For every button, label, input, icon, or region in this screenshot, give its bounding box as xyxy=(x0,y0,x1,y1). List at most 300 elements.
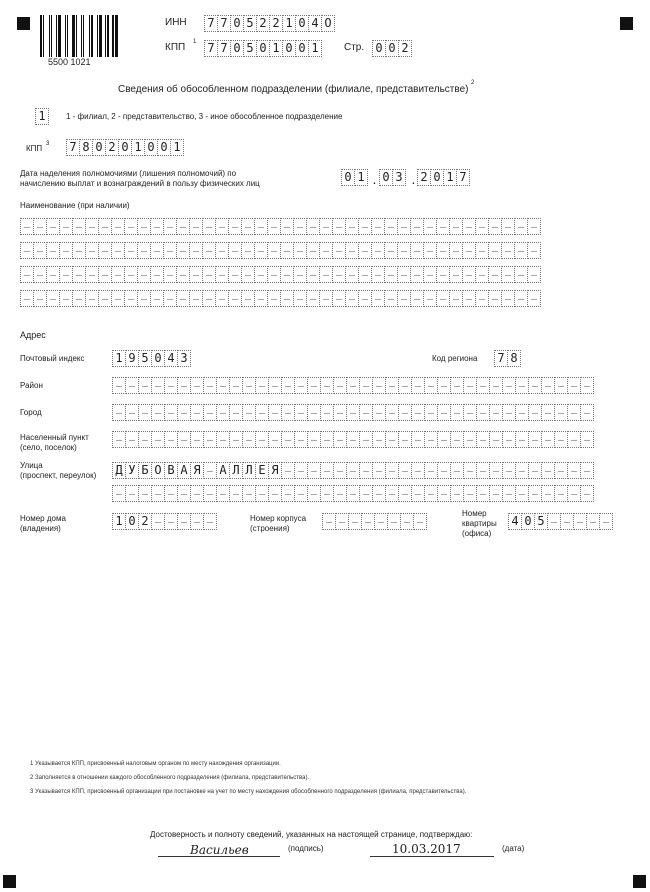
form-cell xyxy=(410,218,424,235)
form-cell xyxy=(306,218,320,235)
section-title-footnote-ref: 2 xyxy=(471,80,475,86)
form-cell: 0 xyxy=(118,139,132,156)
form-cell xyxy=(163,242,177,259)
form-cell xyxy=(281,462,295,479)
form-cell xyxy=(228,266,242,283)
confirm-text: Достоверность и полноту сведений, указанных на настоящей странице, подтверждаю: xyxy=(150,830,473,839)
sub-kpp-footnote-ref: 3 xyxy=(46,141,50,147)
form-cell xyxy=(164,513,178,530)
form-cell: 0 xyxy=(341,169,355,186)
form-cell xyxy=(463,377,477,394)
form-cell xyxy=(411,485,425,502)
form-cell xyxy=(151,485,165,502)
form-cell xyxy=(255,377,269,394)
form-cell xyxy=(449,290,463,307)
form-cell xyxy=(502,431,516,448)
form-cell xyxy=(229,377,243,394)
settlement-label-line2: (село, поселок) xyxy=(20,443,77,452)
form-cell xyxy=(437,485,451,502)
barcode-bar xyxy=(119,15,120,57)
form-cell xyxy=(580,462,594,479)
form-cell xyxy=(268,377,282,394)
form-cell xyxy=(203,404,217,421)
form-cell xyxy=(358,290,372,307)
region-label: Код региона xyxy=(432,354,478,363)
form-cell xyxy=(410,266,424,283)
form-cell xyxy=(228,218,242,235)
form-cell: 2 xyxy=(417,169,431,186)
form-cell xyxy=(164,485,178,502)
form-cell xyxy=(242,485,256,502)
barcode-bar xyxy=(110,15,111,57)
form-cell xyxy=(541,462,555,479)
form-cell xyxy=(501,266,515,283)
barcode-bar xyxy=(43,15,44,57)
form-cell xyxy=(293,266,307,283)
form-cell xyxy=(346,462,360,479)
form-cell: 2 xyxy=(398,40,412,57)
form-cell xyxy=(372,485,386,502)
form-cell: 0 xyxy=(144,139,158,156)
form-cell xyxy=(189,242,203,259)
barcode-bar xyxy=(94,15,96,57)
form-cell xyxy=(190,485,204,502)
kpp-label: КПП xyxy=(165,42,186,53)
barcode-bar xyxy=(53,15,55,57)
district-cells xyxy=(112,377,593,394)
form-cell xyxy=(476,462,490,479)
form-cell xyxy=(541,431,555,448)
form-cell xyxy=(177,404,191,421)
form-cell xyxy=(332,242,346,259)
form-cell: А xyxy=(216,462,230,479)
form-cell xyxy=(319,266,333,283)
form-cell xyxy=(216,431,230,448)
date-label: (дата) xyxy=(502,844,525,853)
kpp-footnote-ref: 1 xyxy=(193,39,197,45)
form-cell xyxy=(176,290,190,307)
form-cell xyxy=(190,431,204,448)
form-cell xyxy=(527,218,541,235)
form-cell: 0 xyxy=(125,513,139,530)
form-cell xyxy=(541,377,555,394)
barcode-bar xyxy=(65,15,66,57)
signature-value: Васильев xyxy=(190,843,249,857)
date-separator-1: . xyxy=(372,171,377,187)
form-cell: 0 xyxy=(430,169,444,186)
form-cell xyxy=(502,462,516,479)
barcode-bar xyxy=(97,15,98,57)
form-cell xyxy=(216,404,230,421)
form-cell xyxy=(580,485,594,502)
form-cell xyxy=(112,485,126,502)
form-cell xyxy=(398,431,412,448)
form-cell xyxy=(98,290,112,307)
form-cell xyxy=(450,377,464,394)
form-cell xyxy=(449,266,463,283)
form-cell xyxy=(345,242,359,259)
form-cell xyxy=(190,404,204,421)
form-cell xyxy=(573,513,587,530)
form-cell xyxy=(346,404,360,421)
form-cell xyxy=(229,431,243,448)
form-cell xyxy=(346,431,360,448)
form-cell xyxy=(112,377,126,394)
form-cell xyxy=(320,462,334,479)
city-cells xyxy=(112,404,593,421)
form-cell xyxy=(541,485,555,502)
form-cell xyxy=(163,218,177,235)
form-cell xyxy=(372,377,386,394)
form-cell xyxy=(515,404,529,421)
city-label: Город xyxy=(20,408,42,417)
form-cell xyxy=(125,377,139,394)
form-cell xyxy=(190,377,204,394)
form-cell: 1 xyxy=(269,40,283,57)
form-cell xyxy=(177,377,191,394)
form-cell xyxy=(371,290,385,307)
form-cell xyxy=(475,266,489,283)
street-cells-row-1 xyxy=(112,462,593,479)
form-cell xyxy=(20,266,34,283)
form-cell xyxy=(203,431,217,448)
form-cell: 1 xyxy=(443,169,457,186)
date-year xyxy=(417,169,469,186)
form-cell xyxy=(475,218,489,235)
form-cell xyxy=(164,404,178,421)
form-cell xyxy=(138,404,152,421)
form-cell xyxy=(359,404,373,421)
form-cell xyxy=(528,404,542,421)
form-cell xyxy=(125,431,139,448)
form-cell xyxy=(397,266,411,283)
form-cell: 2 xyxy=(105,139,119,156)
form-cell xyxy=(436,218,450,235)
form-cell xyxy=(189,290,203,307)
barcode-bar xyxy=(81,15,82,57)
form-cell: О xyxy=(151,462,165,479)
form-cell: 5 xyxy=(243,40,257,57)
form-cell xyxy=(98,218,112,235)
form-cell xyxy=(387,513,401,530)
form-cell xyxy=(319,218,333,235)
form-cell xyxy=(345,266,359,283)
form-cell xyxy=(567,377,581,394)
form-cell xyxy=(423,290,437,307)
form-cell xyxy=(267,242,281,259)
form-cell xyxy=(46,266,60,283)
form-cell xyxy=(111,266,125,283)
name-row-3 xyxy=(20,266,540,283)
sub-kpp-cells xyxy=(66,139,183,156)
form-cell xyxy=(515,485,529,502)
subdivision-type-description: 1 - филиал, 2 - представительство, 3 - иное обособленное подразделение xyxy=(66,112,343,121)
barcode-bar xyxy=(62,15,64,57)
form-cell xyxy=(527,290,541,307)
form-cell xyxy=(176,242,190,259)
barcode-bar xyxy=(40,15,42,57)
form-cell: 5 xyxy=(534,513,548,530)
form-cell xyxy=(358,242,372,259)
form-cell xyxy=(450,485,464,502)
form-cell: 4 xyxy=(308,15,322,32)
form-cell xyxy=(176,218,190,235)
form-cell: 7 xyxy=(217,15,231,32)
form-cell xyxy=(359,431,373,448)
barcode-bar xyxy=(105,15,106,57)
form-cell xyxy=(164,377,178,394)
form-cell: 0 xyxy=(372,40,386,57)
form-cell xyxy=(138,485,152,502)
form-cell: 1 xyxy=(112,350,126,367)
form-cell xyxy=(163,266,177,283)
form-cell xyxy=(307,462,321,479)
form-cell xyxy=(320,485,334,502)
form-cell: 0 xyxy=(295,40,309,57)
form-cell xyxy=(281,377,295,394)
date-month xyxy=(379,169,405,186)
address-title: Адрес xyxy=(20,330,46,340)
form-cell xyxy=(358,218,372,235)
barcode-bar xyxy=(58,15,61,57)
form-cell: 0 xyxy=(379,169,393,186)
form-cell xyxy=(137,218,151,235)
form-cell: 7 xyxy=(204,15,218,32)
subdivision-type-cell xyxy=(35,108,48,125)
form-cell: 3 xyxy=(177,350,191,367)
form-cell xyxy=(72,242,86,259)
form-cell xyxy=(306,290,320,307)
form-cell xyxy=(424,485,438,502)
form-cell xyxy=(359,462,373,479)
house-cells xyxy=(112,513,216,530)
form-cell xyxy=(228,290,242,307)
form-cell xyxy=(242,404,256,421)
form-cell xyxy=(385,462,399,479)
form-cell: 0 xyxy=(385,40,399,57)
date-separator-2: . xyxy=(411,171,416,187)
barcode-bar xyxy=(99,15,102,57)
form-cell xyxy=(398,377,412,394)
form-cell xyxy=(489,404,503,421)
form-cell xyxy=(488,290,502,307)
form-cell xyxy=(501,290,515,307)
form-cell xyxy=(242,431,256,448)
form-cell xyxy=(385,404,399,421)
form-cell: 0 xyxy=(521,513,535,530)
barcode-bar xyxy=(76,15,77,57)
form-cell: В xyxy=(164,462,178,479)
form-cell xyxy=(423,242,437,259)
inn-label: ИНН xyxy=(165,17,187,28)
form-cell xyxy=(436,242,450,259)
form-cell xyxy=(294,377,308,394)
form-cell xyxy=(294,404,308,421)
form-cell xyxy=(72,266,86,283)
form-cell xyxy=(358,266,372,283)
form-cell xyxy=(111,290,125,307)
name-row-4 xyxy=(20,290,540,307)
form-cell xyxy=(567,431,581,448)
form-cell xyxy=(229,485,243,502)
form-cell xyxy=(398,462,412,479)
barcode-bar xyxy=(49,15,50,57)
barcode-bar xyxy=(89,15,90,57)
form-cell xyxy=(59,266,73,283)
form-cell xyxy=(515,377,529,394)
form-cell xyxy=(437,462,451,479)
form-cell xyxy=(397,290,411,307)
form-cell xyxy=(514,218,528,235)
form-cell xyxy=(488,218,502,235)
form-cell xyxy=(384,218,398,235)
form-cell xyxy=(424,462,438,479)
form-cell xyxy=(547,513,561,530)
form-cell xyxy=(462,242,476,259)
footnote-1: $^1$ Указывается КПП, присвоенный налоговым органом по месту нахождения организации. xyxy=(30,761,281,767)
form-cell xyxy=(293,218,307,235)
form-cell xyxy=(215,218,229,235)
form-cell xyxy=(189,266,203,283)
form-cell xyxy=(515,462,529,479)
form-cell xyxy=(437,377,451,394)
name-label: Наименование (при наличии) xyxy=(20,201,130,210)
form-cell xyxy=(59,242,73,259)
barcode-bar xyxy=(112,15,114,57)
form-cell xyxy=(307,431,321,448)
barcode-number: 5500 1021 xyxy=(48,57,91,67)
barcode xyxy=(40,15,125,57)
form-cell xyxy=(125,485,139,502)
form-cell xyxy=(215,290,229,307)
form-cell xyxy=(345,218,359,235)
form-cell xyxy=(476,485,490,502)
form-cell xyxy=(242,377,256,394)
form-cell xyxy=(463,431,477,448)
form-cell xyxy=(254,242,268,259)
form-cell xyxy=(462,290,476,307)
street-label-line2: (проспект, переулок) xyxy=(20,471,97,480)
form-cell xyxy=(502,377,516,394)
barcode-bar xyxy=(67,15,68,57)
form-cell xyxy=(46,242,60,259)
form-cell xyxy=(450,431,464,448)
form-cell xyxy=(267,290,281,307)
barcode-bar xyxy=(103,15,104,57)
form-cell xyxy=(138,377,152,394)
house-label-line1: Номер дома xyxy=(20,514,66,523)
corner-marker-bottom-left xyxy=(3,875,16,888)
form-cell xyxy=(423,266,437,283)
street-label-line1: Улица xyxy=(20,461,43,470)
form-cell xyxy=(137,242,151,259)
form-cell xyxy=(190,513,204,530)
barcode-bar xyxy=(107,15,109,57)
form-cell xyxy=(254,266,268,283)
form-cell xyxy=(150,290,164,307)
form-cell xyxy=(385,431,399,448)
form-cell xyxy=(203,485,217,502)
form-cell xyxy=(462,218,476,235)
form-cell: 5 xyxy=(138,350,152,367)
form-cell xyxy=(423,218,437,235)
form-cell xyxy=(502,485,516,502)
form-cell xyxy=(436,266,450,283)
form-cell xyxy=(541,404,555,421)
form-cell xyxy=(85,266,99,283)
form-cell xyxy=(554,404,568,421)
barcode-bar xyxy=(51,15,52,57)
form-cell xyxy=(20,242,34,259)
form-cell xyxy=(424,431,438,448)
form-cell: 1 xyxy=(35,108,49,125)
corner-marker-top-right xyxy=(620,17,633,30)
form-cell xyxy=(528,462,542,479)
form-cell xyxy=(489,485,503,502)
form-cell xyxy=(333,404,347,421)
form-cell xyxy=(254,218,268,235)
apt-label-line3: (офиса) xyxy=(462,529,492,538)
corner-marker-bottom-right xyxy=(633,875,646,888)
form-cell xyxy=(176,266,190,283)
form-cell xyxy=(333,462,347,479)
barcode-bar xyxy=(83,15,84,57)
form-cell xyxy=(177,485,191,502)
form-cell xyxy=(586,513,600,530)
form-cell xyxy=(476,404,490,421)
authority-date-label-line2: начислению выплат и вознаграждений в пользу физических лиц xyxy=(20,179,260,188)
form-cell xyxy=(215,242,229,259)
form-cell xyxy=(20,290,34,307)
form-cell xyxy=(307,377,321,394)
form-cell xyxy=(413,513,427,530)
form-cell xyxy=(384,290,398,307)
form-cell xyxy=(294,462,308,479)
barcode-bar xyxy=(72,15,75,57)
form-cell xyxy=(20,218,34,235)
form-cell xyxy=(268,485,282,502)
footnote-3: $^3$ Указывается КПП, присвоенный организации при постановке на учет по месту нахождения обособленного подразделения (филиала, представительства). xyxy=(30,789,467,795)
form-cell: 4 xyxy=(508,513,522,530)
form-cell: 8 xyxy=(79,139,93,156)
form-cell: 0 xyxy=(157,139,171,156)
form-cell xyxy=(527,266,541,283)
form-cell xyxy=(463,404,477,421)
form-cell xyxy=(528,377,542,394)
form-cell xyxy=(450,462,464,479)
form-cell xyxy=(124,242,138,259)
form-cell xyxy=(372,404,386,421)
form-cell: 2 xyxy=(256,15,270,32)
form-cell xyxy=(59,290,73,307)
form-cell xyxy=(280,266,294,283)
form-cell: 0 xyxy=(230,15,244,32)
settlement-label-line1: Населенный пункт xyxy=(20,433,89,442)
form-cell xyxy=(332,266,346,283)
apt-cells xyxy=(508,513,612,530)
form-cell: 7 xyxy=(66,139,80,156)
form-cell xyxy=(124,218,138,235)
form-cell xyxy=(385,377,399,394)
form-cell xyxy=(385,485,399,502)
form-cell xyxy=(515,431,529,448)
form-cell: 1 xyxy=(112,513,126,530)
form-cell xyxy=(33,242,47,259)
form-cell xyxy=(411,462,425,479)
barcode-bar xyxy=(69,15,71,57)
form-cell xyxy=(111,218,125,235)
form-cell xyxy=(333,377,347,394)
